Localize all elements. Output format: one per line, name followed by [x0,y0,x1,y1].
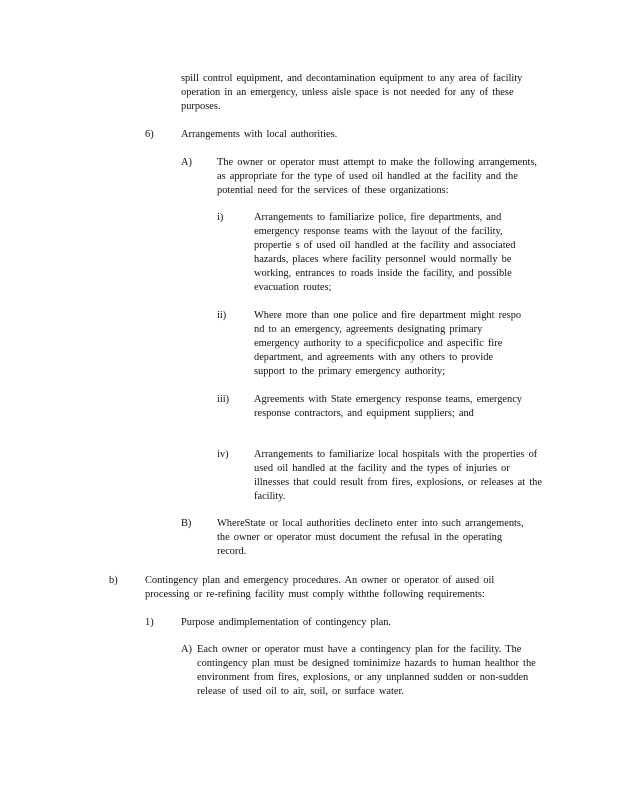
item-b1-label: 1) [145,617,154,628]
item-b1a-label: A) [181,644,192,655]
item-6a-i-label: i) [217,212,224,223]
paragraph-continuation: spill control equipment, and decontamination equipment to any area of facility operation in an emergency, unless aisle space is not needed for any of these purposes. [181,73,523,112]
item-6a-iii-text: Agreements with State emergency response teams, emergency response contractors, and equipment suppliers; and [254,394,523,419]
item-6-heading: Arrangements with local authorities. [181,129,338,140]
item-6a-ii-label: ii) [217,310,227,321]
item-6b-text: WhereState or local authorities declineto enter into such arrangements, the owner or operator must document the refusal in the operating record. [217,518,524,557]
item-6a-iv-label: iv) [217,449,229,460]
item-6a-text: The owner or operator must attempt to make the following arrangements, as appropriate for the type of used oil handled at the facility and the potential need for the services of these organizations: [217,157,537,196]
item-b1-heading: Purpose andimplementation of contingency plan. [181,617,392,628]
item-b1a-text: Each owner or operator must have a contingency plan for the facility. The contingency plan must be designed tominimize hazards to human healthor the environment from fires, explosions, or any unplanned sudden or non-sudden release of used oil to air, soil, or surface water. [197,644,536,697]
item-6a-i-text: Arrangements to familiarize police, fire departments, and emergency response teams with the layout of the facility, propertie s of used oil handled at the facility and associated hazards, places where facility personnel would normally be working, entrances to roads inside the facility, and possible evacuation routes; [254,212,516,293]
item-b-label: b) [109,575,118,586]
item-6a-label: A) [181,157,192,168]
item-6a-iii-label: iii) [217,394,230,405]
item-b-text: Contingency plan and emergency procedures. An owner or operator of aused oil processing or re-refining facility must comply withthe following requirements: [145,575,495,600]
item-6b-label: B) [181,518,192,529]
item-6a-iv-text: Arrangements to familiarize local hospitals with the properties of used oil handled at the facility and the types of injuries or illnesses that could result from fires, explosions, or releases at the facility. [254,449,542,502]
item-6-number: 6) [145,129,154,140]
item-6a-ii-text: Where more than one police and fire department might respo nd to an emergency, agreements designating primary emergency authority to a specificpolice and aspecific fire department, and agreements with any others to provide support to the primary emergency authority; [254,310,522,377]
